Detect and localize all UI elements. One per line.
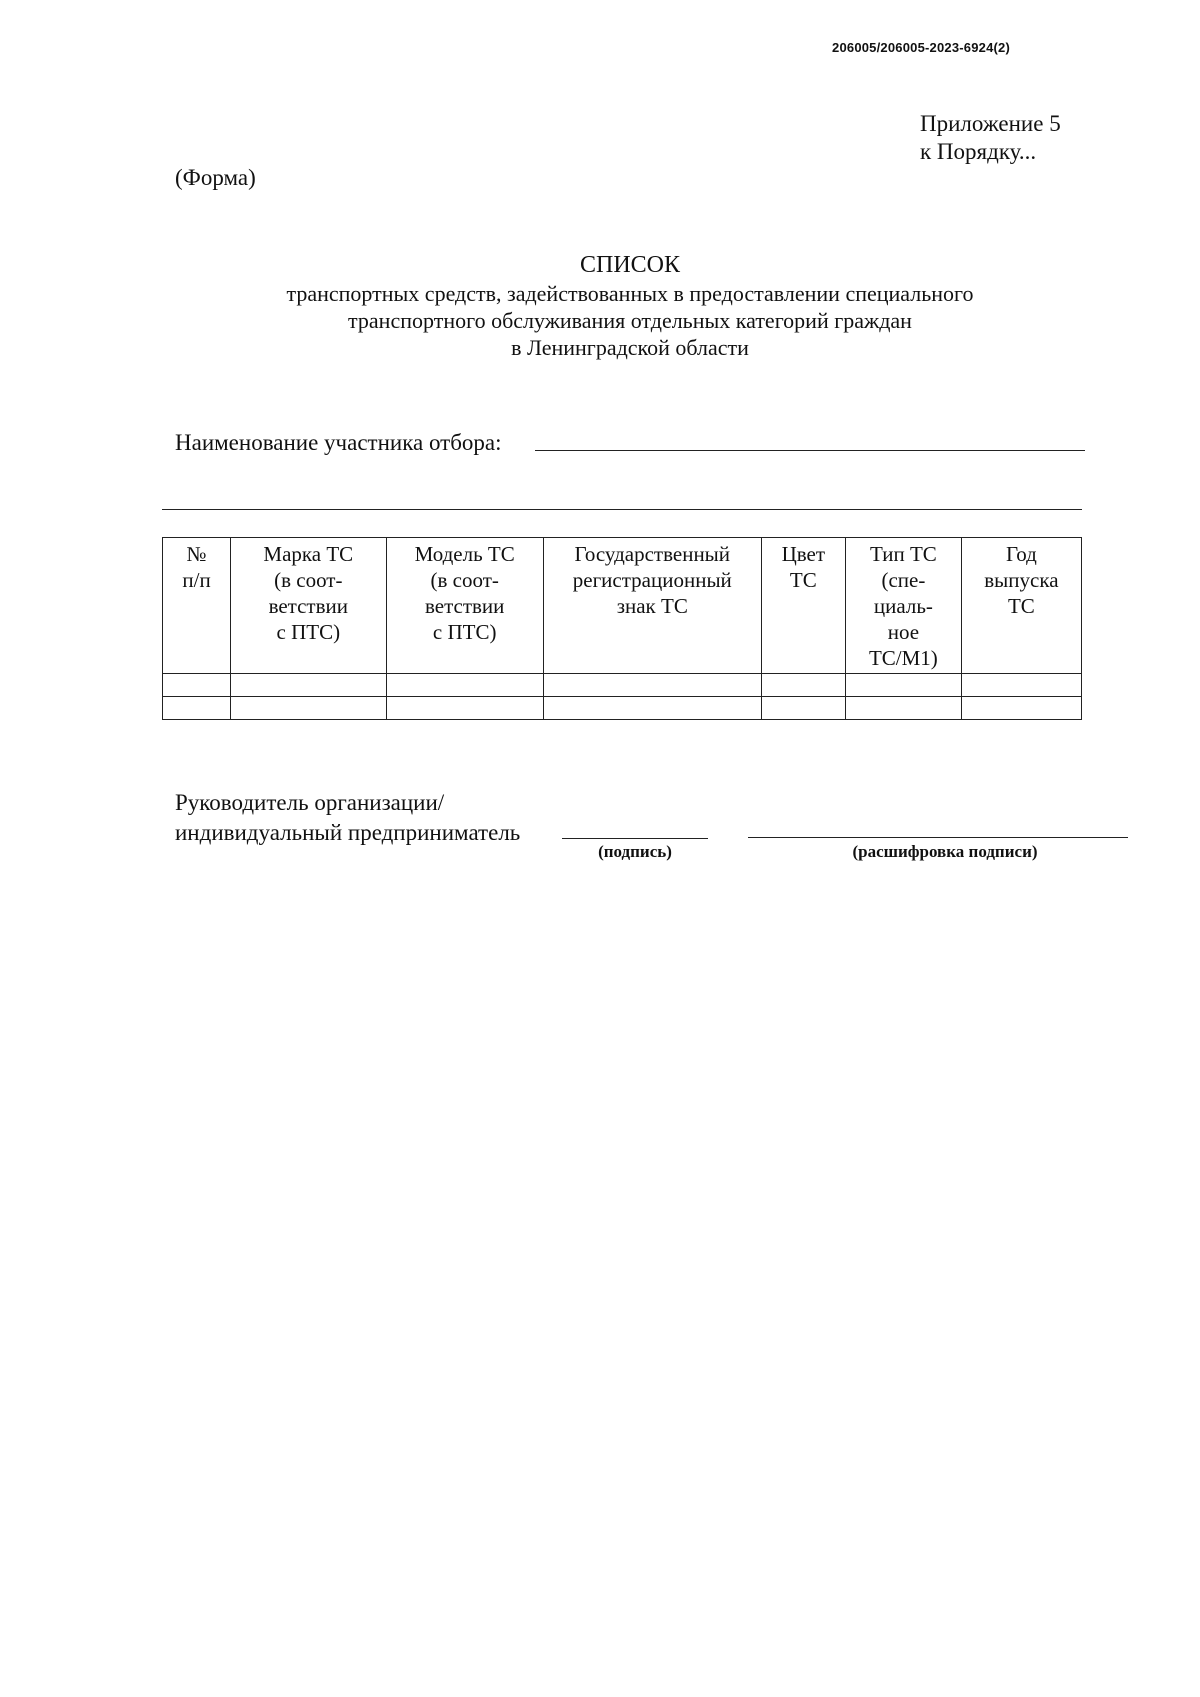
form-label: (Форма)	[175, 165, 256, 190]
signature-line[interactable]	[562, 838, 708, 839]
signature-decoding-caption: (расшифровка подписи)	[852, 842, 1038, 861]
document-title	[230, 250, 1030, 361]
table-cell[interactable]	[761, 697, 845, 720]
table-cell[interactable]	[543, 674, 761, 697]
document-id: 206005/206005-2023-6924(2)	[832, 40, 1010, 55]
header-cell-number: № п/п	[163, 538, 231, 674]
signer-role-line-2: индивидуальный предприниматель	[175, 820, 521, 845]
signature-caption: (подпись)	[598, 842, 672, 861]
participant-label: Наименование участника отбора:	[175, 430, 502, 455]
table-cell[interactable]	[386, 697, 543, 720]
appendix-line-2: к Порядку...	[920, 139, 1037, 164]
table-cell[interactable]	[231, 674, 386, 697]
vehicles-table	[162, 537, 1082, 720]
table-cell[interactable]	[386, 674, 543, 697]
table-cell[interactable]	[761, 674, 845, 697]
table-cell[interactable]	[845, 674, 961, 697]
header-cell-year: Год выпуска ТС	[961, 538, 1081, 674]
table-cell[interactable]	[845, 697, 961, 720]
table-cell[interactable]	[163, 674, 231, 697]
header-cell-brand: Марка ТС (в соот- ветствии с ПТС)	[231, 538, 386, 674]
table-row	[163, 697, 1082, 720]
appendix-line-1: Приложение 5	[920, 111, 1061, 136]
signature-decoding-line[interactable]	[748, 837, 1128, 838]
title-line-1: транспортных средств, задействованных в предоставлении специального	[286, 281, 974, 306]
header-cell-vehicle-type: Тип ТС (спе- циаль- ное ТС/М1)	[845, 538, 961, 674]
table-cell[interactable]	[961, 697, 1081, 720]
table-row	[163, 674, 1082, 697]
title-heading: СПИСОК	[579, 252, 681, 278]
header-cell-color: Цвет ТС	[761, 538, 845, 674]
signer-role	[175, 788, 520, 848]
appendix-reference	[920, 110, 1061, 166]
title-line-2: транспортного обслуживания отдельных категорий граждан	[348, 308, 912, 333]
title-line-3: в Ленинградской области	[511, 335, 749, 360]
table-cell[interactable]	[961, 674, 1081, 697]
table-cell[interactable]	[163, 697, 231, 720]
participant-name-line	[535, 450, 1085, 451]
table-cell[interactable]	[231, 697, 386, 720]
signer-role-line-1: Руководитель организации/	[175, 790, 445, 815]
header-cell-model: Модель ТС (в соот- ветствии с ПТС)	[386, 538, 543, 674]
header-cell-registration-plate: Государственный регистрационный знак ТС	[543, 538, 761, 674]
table-header-row	[163, 538, 1082, 674]
participant-name-line-2	[162, 509, 1082, 510]
table-cell[interactable]	[543, 697, 761, 720]
